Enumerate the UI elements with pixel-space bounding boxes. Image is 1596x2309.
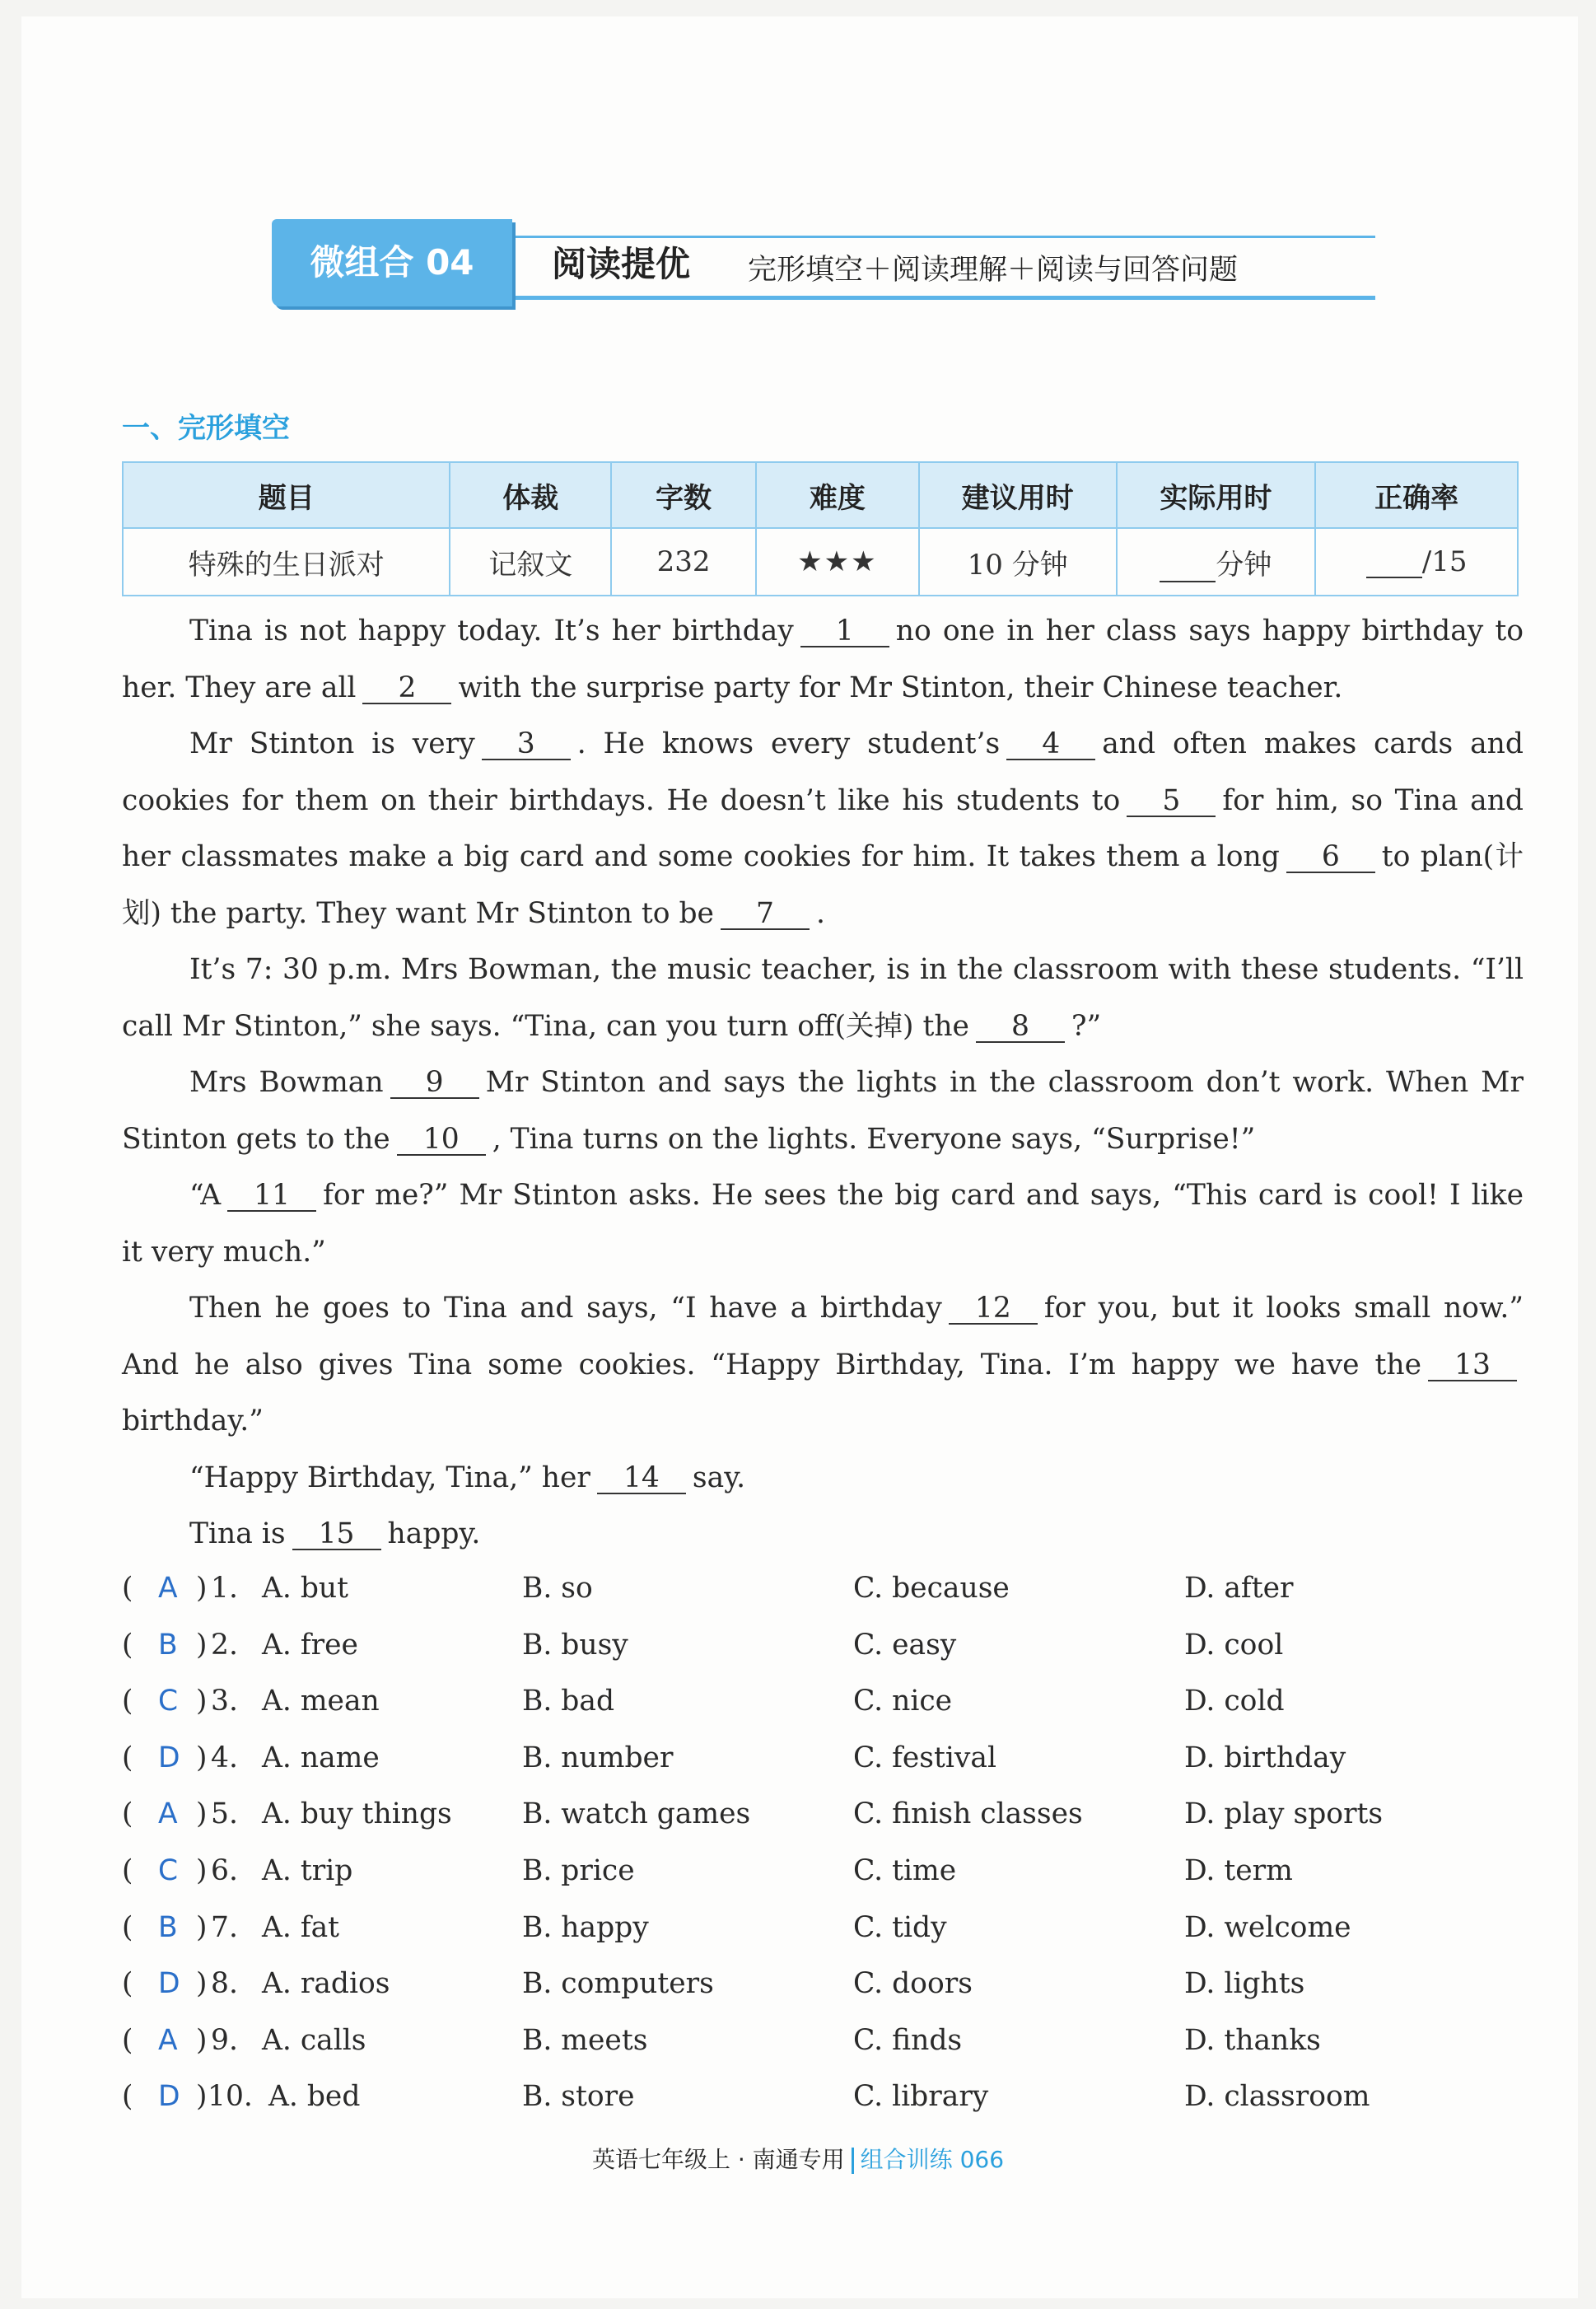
option-b[interactable]: B. store [522,2080,635,2114]
option-c[interactable]: C. festival [853,1741,996,1774]
question-number: 1. [211,1572,238,1605]
option-c[interactable]: C. because [853,1572,1010,1605]
option-d[interactable]: D. lights [1184,1967,1305,2001]
passage-text: “A [189,1179,222,1212]
question-row [122,1565,1538,1622]
passage-paragraph [122,1450,1524,1507]
option-b[interactable]: B. meets [522,2023,648,2057]
paren-close: ) [196,1685,208,1718]
passage-text: happy. [387,1517,481,1550]
passage-text: ?” [1071,1009,1102,1043]
cloze-blank: 5 [1127,786,1216,817]
question-number: 10. [208,2080,253,2114]
header-cell: 实际用时 [1117,462,1316,528]
question-row [122,1961,1538,2017]
paren-open: ( [122,1628,133,1662]
option-d[interactable]: D. term [1184,1853,1293,1887]
banner-tab: 微组合 04 [272,219,512,306]
answer-mark[interactable]: A [158,1797,178,1831]
cloze-blank: 6 [1286,842,1375,873]
question-number: 6. [211,1853,238,1887]
topic-cell: 特殊的生日派对 [123,528,450,596]
option-c[interactable]: C. doors [853,1967,973,2001]
cloze-blank: 11 [227,1180,316,1212]
option-a[interactable]: A. radios [262,1967,390,2001]
cloze-blank: 2 [362,673,451,704]
option-d[interactable]: D. play sports [1184,1797,1384,1831]
question-number: 3. [211,1685,238,1718]
passage-text: for him, so Tina and her classmates make a big card and some cookies for him. It takes them a long [122,783,1524,873]
option-c[interactable]: C. library [853,2080,989,2114]
accuracy-cell[interactable] [1315,528,1518,596]
passage-paragraph [122,716,1524,942]
answer-mark[interactable]: D [158,2080,180,2114]
banner-title: 阅读提优 [552,244,691,284]
passage-text: for you, but it looks small now.” And he also gives Tina some cookies. “Happy Birthday, Tina. I’m happy we have the [122,1292,1524,1381]
passage-text: . He knows every student’s [576,727,1001,760]
passage-text: Mrs Bowman [189,1066,384,1099]
section-banner [272,219,1375,310]
accuracy-blank[interactable] [1366,552,1422,578]
cloze-passage [122,603,1524,1563]
difficulty-stars: ★★★ [756,528,919,596]
question-number: 7. [211,1910,238,1944]
paren-open: ( [122,2023,133,2057]
passage-text: to plan(计划) the party. They want Mr Stinton to be [122,840,1524,930]
option-c[interactable]: C. tidy [853,1910,947,1944]
passage-text: It’s 7: 30 p.m. Mrs Bowman, the music teacher, is in the classroom with these students. “I’ll call Mr Stinton,” she says. “Tina, can you turn off(关掉) the [122,953,1524,1043]
info-table [122,461,1519,596]
question-row [122,2017,1538,2074]
cloze-blank: 15 [292,1519,381,1550]
option-d[interactable]: D. after [1184,1572,1294,1605]
paren-close: ) [196,2023,208,2057]
paren-open: ( [122,1853,133,1887]
question-row [122,1678,1538,1735]
option-b[interactable]: B. so [522,1572,593,1605]
option-a[interactable]: A. mean [262,1685,380,1718]
option-a[interactable]: A. bed [268,2080,361,2114]
passage-paragraph [122,942,1524,1054]
actual-time-blank[interactable] [1160,556,1216,582]
passage-text: birthday.” [122,1405,264,1437]
accuracy-suffix: /15 [1421,545,1468,578]
passage-text: “Happy Birthday, Tina,” her [189,1461,590,1494]
question-number: 5. [211,1797,238,1831]
paren-close: ) [196,1572,208,1605]
passage-paragraph [122,1167,1524,1280]
option-b[interactable]: B. happy [522,1910,649,1944]
question-list [122,1565,1538,2130]
option-d[interactable]: D. birthday [1184,1741,1346,1774]
option-b[interactable]: B. computers [522,1967,714,2001]
passage-text: , Tina turns on the lights. Everyone says, “Surprise!” [492,1122,1256,1156]
question-row [122,1735,1538,1792]
cloze-blank: 8 [976,1012,1065,1043]
section-title: 一、完形填空 [122,412,290,445]
question-number: 4. [211,1741,238,1774]
question-row [122,1848,1538,1905]
paren-open: ( [122,1741,133,1774]
banner-rule-bottom [512,296,1375,300]
actual-time-unit: 分钟 [1216,548,1272,582]
footer-book-title: 英语七年级上 · 南通专用 [591,2146,845,2173]
answer-mark[interactable]: C [158,1685,179,1718]
option-c[interactable]: C. finds [853,2023,963,2057]
option-c[interactable]: C. nice [853,1685,953,1718]
question-row [122,1622,1538,1679]
paren-open: ( [122,1572,133,1605]
option-d[interactable]: D. thanks [1184,2023,1321,2057]
info-table-row [123,528,1518,596]
passage-text: and often makes cards and cookies for them on their birthdays. He doesn’t like his students to [122,727,1524,817]
option-b[interactable]: B. busy [522,1628,628,1662]
passage-text: no one in her class says happy birthday to her. They are all [122,615,1524,704]
passage-text: with the surprise party for Mr Stinton, their Chinese teacher. [458,671,1343,704]
page-footer [0,2142,1596,2175]
passage-text: Tina is not happy today. It’s her birthday [189,615,794,647]
option-a[interactable]: A. buy things [262,1797,452,1831]
passage-paragraph [122,603,1524,716]
question-number: 9. [211,2023,238,2057]
cloze-blank: 1 [800,616,889,647]
header-cell: 字数 [611,462,756,528]
answer-mark[interactable]: D [158,1741,180,1774]
option-c[interactable]: C. finish classes [853,1797,1083,1831]
option-c[interactable]: C. easy [853,1628,957,1662]
answer-mark[interactable]: A [158,1572,178,1605]
option-d[interactable]: D. classroom [1184,2080,1370,2114]
option-c[interactable]: C. time [853,1853,957,1887]
banner-subtitle: 完形填空＋阅读理解＋阅读与回答问题 [748,254,1239,287]
genre-cell: 记叙文 [450,528,611,596]
info-table-header-row [123,462,1518,528]
footer-page-label: 组合训练 066 [860,2146,1005,2173]
answer-mark[interactable]: D [158,1967,180,2001]
option-b[interactable]: B. number [522,1741,674,1774]
cloze-blank: 12 [949,1293,1038,1325]
header-cell: 建议用时 [919,462,1117,528]
answer-mark[interactable]: A [158,2023,178,2057]
question-row [122,2073,1538,2130]
cloze-blank: 7 [721,899,810,930]
paren-open: ( [122,1910,133,1944]
option-b[interactable]: B. watch games [522,1797,751,1831]
passage-text: . [815,896,825,930]
question-row [122,1791,1538,1848]
answer-mark[interactable]: C [158,1853,179,1887]
cloze-blank: 4 [1006,729,1095,760]
option-a[interactable]: A. free [262,1628,358,1662]
option-a[interactable]: A. name [262,1741,380,1774]
option-b[interactable]: B. price [522,1853,635,1887]
option-a[interactable]: A. fat [262,1910,340,1944]
paren-open: ( [122,1967,133,2001]
passage-text: say. [692,1461,746,1494]
paren-close: ) [196,2080,208,2114]
option-d[interactable]: D. welcome [1184,1910,1351,1944]
paren-open: ( [122,2080,133,2114]
option-a[interactable]: A. trip [262,1853,353,1887]
cloze-blank: 10 [397,1124,486,1156]
passage-text: for me?” Mr Stinton asks. He sees the big card and says, “This card is cool! I like it very much.” [122,1179,1524,1269]
header-cell: 正确率 [1315,462,1518,528]
option-b[interactable]: B. bad [522,1685,615,1718]
paren-close: ) [196,1910,208,1944]
option-a[interactable]: A. calls [262,2023,366,2057]
passage-text: Then he goes to Tina and says, “I have a birthday [189,1292,942,1325]
question-number: 2. [211,1628,238,1662]
passage-paragraph [122,1054,1524,1167]
paren-close: ) [196,1628,208,1662]
question-row [122,1905,1538,1961]
paren-open: ( [122,1797,133,1831]
paren-close: ) [196,1853,208,1887]
cloze-blank: 9 [390,1068,479,1099]
word-count-cell: 232 [611,528,756,596]
answer-mark[interactable]: B [158,1910,178,1944]
cloze-blank: 14 [597,1463,686,1494]
question-number: 8. [211,1967,238,2001]
header-cell: 体裁 [450,462,611,528]
header-cell: 题目 [123,462,450,528]
footer-divider [852,2148,854,2174]
passage-text: Mr Stinton and says the lights in the classroom don’t work. When Mr Stinton gets to the [122,1066,1524,1156]
paren-close: ) [196,1967,208,2001]
option-a[interactable]: A. but [262,1572,349,1605]
header-cell: 难度 [756,462,919,528]
paren-open: ( [122,1685,133,1718]
passage-paragraph [122,1280,1524,1450]
actual-time-cell[interactable] [1117,528,1316,596]
answer-mark[interactable]: B [158,1628,178,1662]
passage-paragraph [122,1506,1524,1563]
cloze-blank: 13 [1428,1350,1517,1381]
passage-text: Tina is [189,1517,286,1550]
paren-close: ) [196,1797,208,1831]
paren-close: ) [196,1741,208,1774]
option-d[interactable]: D. cold [1184,1685,1285,1718]
suggested-time-cell: 10 分钟 [919,528,1117,596]
option-d[interactable]: D. cool [1184,1628,1284,1662]
passage-text: Mr Stinton is very [189,727,475,760]
cloze-blank: 3 [482,729,571,760]
